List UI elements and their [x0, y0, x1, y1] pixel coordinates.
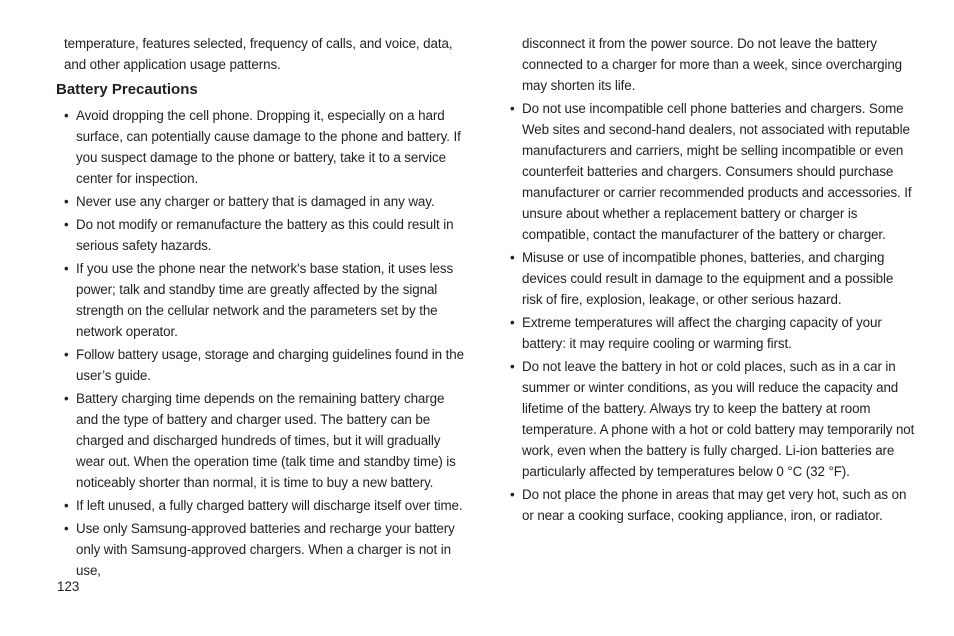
- left-column: [56, 33, 466, 583]
- list-item-text: Avoid dropping the cell phone. Dropping it, especially on a hard surface, can potentially cause damage to the phone and battery. If you suspect damage to the phone or battery, take it to a service center for inspection.: [76, 108, 461, 186]
- bullet-icon: •: [64, 194, 69, 209]
- bullet-icon: •: [64, 391, 69, 406]
- bullet-icon: •: [64, 261, 69, 276]
- list-item: [56, 388, 466, 493]
- list-item: [510, 98, 915, 245]
- bullet-icon: •: [510, 487, 515, 502]
- list-item: [56, 258, 466, 342]
- right-continuation-text: disconnect it from the power source. Do not leave the battery connected to a charger for more than a week, since overcharging may shorten its life.: [522, 36, 903, 93]
- bullet-icon: •: [64, 521, 69, 536]
- bullet-icon: •: [510, 250, 515, 265]
- list-item-text: Never use any charger or battery that is damaged in any way.: [76, 194, 435, 209]
- list-item: [56, 191, 466, 212]
- list-item: [56, 214, 466, 256]
- list-item: [56, 105, 466, 189]
- bullet-icon: •: [510, 315, 515, 330]
- right-bullet-list: [510, 98, 915, 526]
- left-continuation-text: temperature, features selected, frequency of calls, and voice, data, and other application usage patterns.: [64, 36, 453, 72]
- list-item: [56, 495, 466, 516]
- list-item: [56, 344, 466, 386]
- list-item-text: If left unused, a fully charged battery will discharge itself over time.: [76, 498, 463, 513]
- section-heading: Battery Precautions: [56, 81, 198, 98]
- bullet-icon: •: [510, 101, 515, 116]
- list-item-text: Use only Samsung-approved batteries and recharge your battery only with Samsung-approved chargers. When a charger is not in use,: [76, 521, 455, 578]
- bullet-icon: •: [64, 347, 69, 362]
- list-item-text: Battery charging time depends on the remaining battery charge and the type of battery and charger used. The battery can be charged and discharged hundreds of times, but it will gradually wear out. When the operation time (talk time and standby time) is noticeably shorter than normal, it is time to buy a new battery.: [76, 391, 456, 490]
- list-item: [510, 247, 915, 310]
- list-item-text: Extreme temperatures will affect the charging capacity of your battery: it may require cooling or warming first.: [522, 315, 882, 351]
- list-item-text: Do not place the phone in areas that may get very hot, such as on or near a cooking surface, cooking appliance, iron, or radiator.: [522, 487, 907, 523]
- list-item-text: Follow battery usage, storage and charging guidelines found in the user’s guide.: [76, 347, 464, 383]
- list-item-text: Do not leave the battery in hot or cold places, such as in a car in summer or winter conditions, as you will reduce the capacity and lifetime of the battery. Always try to keep the battery at room temperature. A phone with a hot or cold battery may temporarily not work, even when the battery is fully charged. Li-ion batteries are particularly affected by temperatures below 0 °C (32 °F).: [522, 359, 915, 479]
- bullet-icon: •: [64, 108, 69, 123]
- bullet-icon: •: [64, 498, 69, 513]
- bullet-icon: •: [510, 359, 515, 374]
- list-item: [56, 518, 466, 581]
- list-item-text: If you use the phone near the network's base station, it uses less power; talk and standby time are greatly affected by the signal strength on the cellular network and the parameters set by the network operator.: [76, 261, 454, 339]
- list-item-text: Do not use incompatible cell phone batteries and chargers. Some Web sites and second-hand dealers, not associated with reputable manufacturers and carriers, might be selling incompatible or even counterfeit batteries and chargers. Consumers should purchase manufacturer or carrier recommended products and accessories. If unsure about whether a replacement battery or charger is compatible, contact the manufacturer of the battery or charger.: [522, 101, 912, 242]
- right-column: [510, 33, 915, 528]
- list-item: [510, 312, 915, 354]
- list-item-text: Misuse or use of incompatible phones, batteries, and charging devices could result in damage to the equipment and a possible risk of fire, explosion, leakage, or other serious hazard.: [522, 250, 894, 307]
- list-item-text: Do not modify or remanufacture the battery as this could result in serious safety hazards.: [76, 217, 454, 253]
- list-item: [510, 356, 915, 482]
- bullet-icon: •: [64, 217, 69, 232]
- left-bullet-list: [56, 105, 466, 581]
- list-item: [510, 484, 915, 526]
- page-number: 123: [57, 579, 80, 594]
